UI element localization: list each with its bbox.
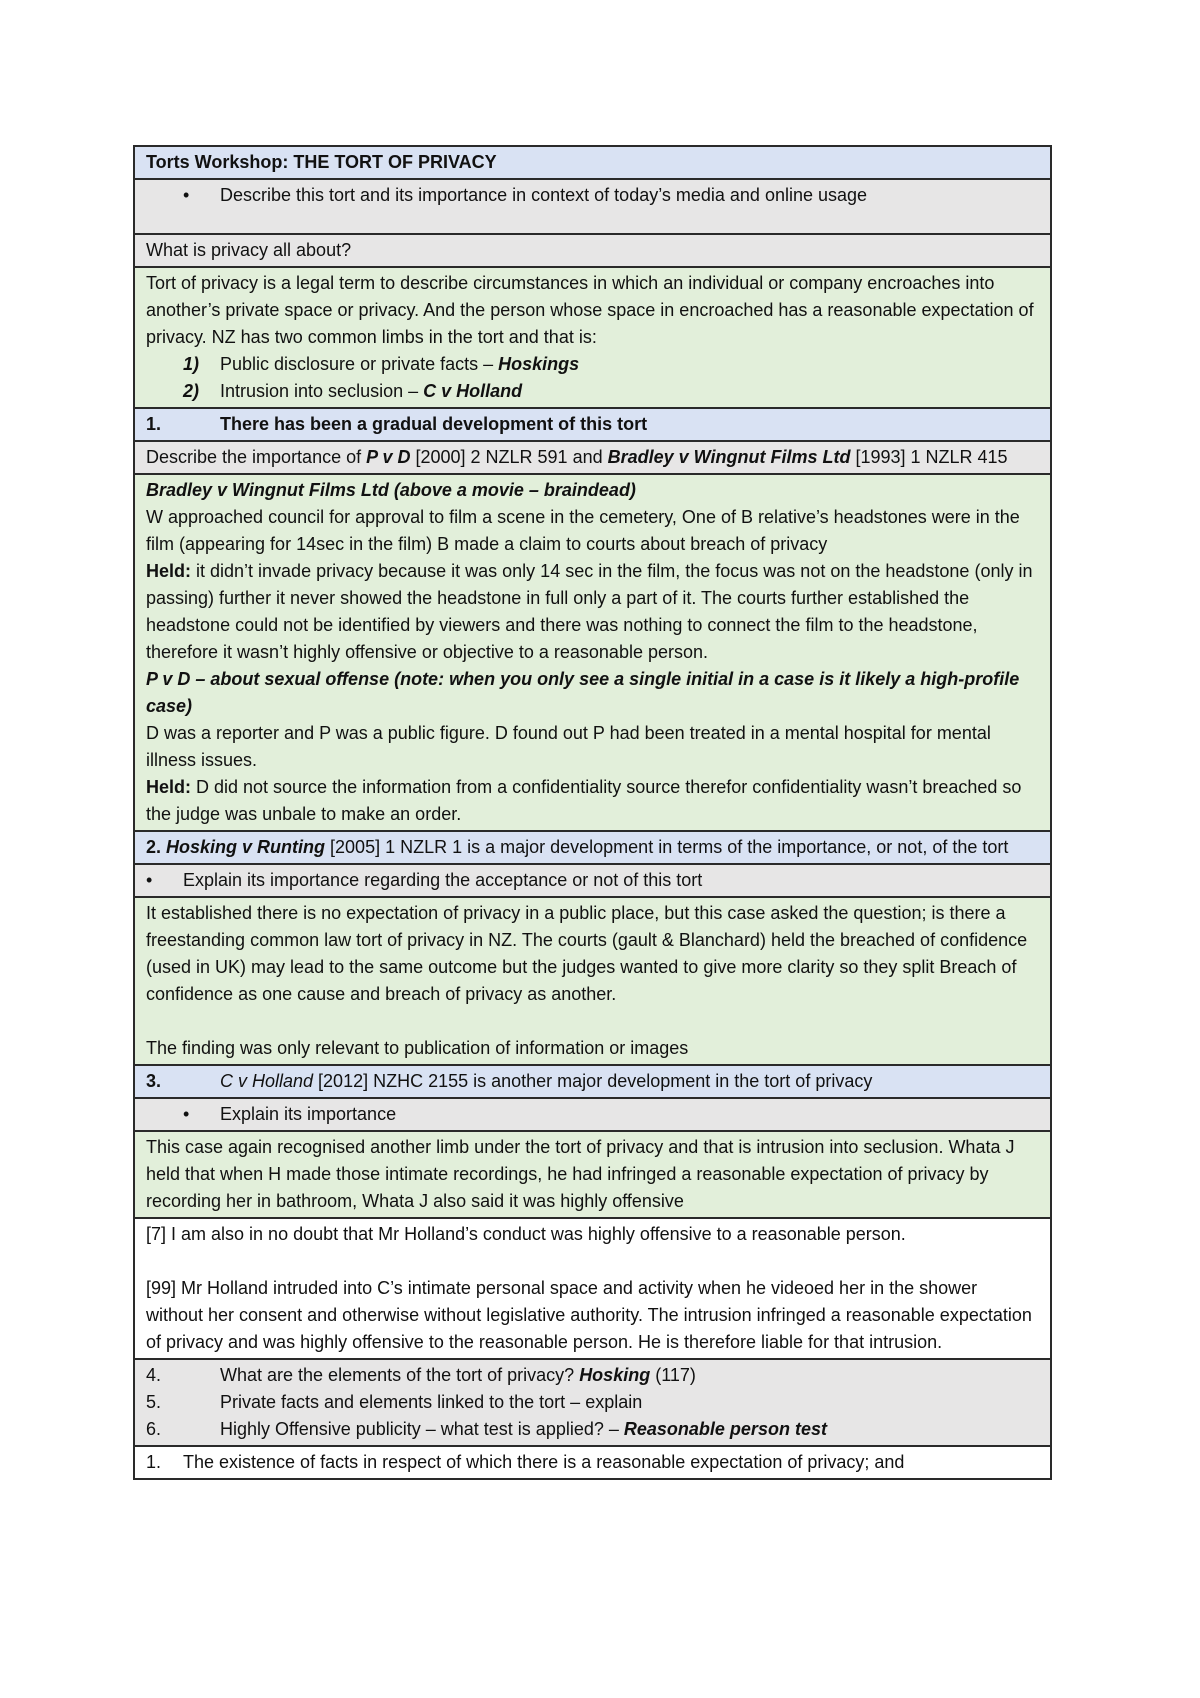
bradley-facts: W approached council for approval to film a scene in the cemetery, One of B relative’s headstones were in the film (appearing for 14sec in the film) B made a claim to courts about breach of privacy — [146, 507, 1020, 554]
bullet-icon: • — [183, 185, 190, 205]
section-3-heading: 3. C v Holland [2012] NZHC 2155 is another major development in the tort of privacy — [134, 1065, 1051, 1098]
workshop-table — [133, 145, 1052, 1480]
section-2-task: • Explain its importance regarding the acceptance or not of this tort — [134, 864, 1051, 897]
section-3-task-row — [134, 1098, 1051, 1131]
intro-answer — [134, 267, 1051, 408]
section-2-task-row — [134, 864, 1051, 897]
intro-text: Tort of privacy is a legal term to describe circumstances in which an individual or company encroaches into another’s private space or privacy. And the person whose space in encroached has a reasonable expectation of privacy. NZ has two common limbs in the tort and that is: — [146, 273, 1034, 347]
section-1-header-row — [134, 408, 1051, 441]
quote-para-7: [7] I am also in no doubt that Mr Holland’s conduct was highly offensive to a reasonable person. — [146, 1224, 906, 1244]
pvd-facts: D was a reporter and P was a public figure. D found out P had been treated in a mental hospital for mental illness issues. — [146, 723, 991, 770]
element-1: 1. The existence of facts in respect of which there is a reasonable expectation of privacy; and — [134, 1446, 1051, 1479]
elements-row — [134, 1446, 1051, 1479]
section-1-question: Describe the importance of P v D [2000] 2 NZLR 591 and Bradley v Wingnut Films Ltd [1993] 1 NZLR 415 — [134, 441, 1051, 474]
task-cell — [134, 179, 1051, 234]
limb-2: 2) Intrusion into seclusion – C v Holland — [183, 381, 523, 401]
section-1-answer-row — [134, 474, 1051, 831]
section-4-questions: 4. What are the elements of the tort of privacy? Hosking (117) 5. Private facts and elements linked to the tort – explain 6. Highly Offensive publicity – what test is applied? – Reasonable person test — [134, 1359, 1051, 1446]
bradley-held: Held: it didn’t invade privacy because it was only 14 sec in the film, the focus was not on the headstone (only in passing) further it never showed the headstone in full only a part of it. The courts further established the headstone could not be identified by viewers and there was nothing to connect the film to the headstone, therefore it wasn’t highly offensive or objective to a reasonable person. — [146, 561, 1033, 662]
bullet-icon: • — [183, 1104, 190, 1124]
case-name: Hoskings — [498, 354, 580, 374]
worksheet-title: Torts Workshop: THE TORT OF PRIVACY — [134, 146, 1051, 179]
section-3-quote-row — [134, 1218, 1051, 1359]
section-2-answer: It established there is no expectation of privacy in a public place, but this case asked the question; is there a freestanding common law tort of privacy in NZ. The courts (gault & Blanchard) held the breached of confidence (used in UK) may lead to the same outcome but the judges wanted to give more clarity so they split Breach of confidence as one cause and breach of privacy as another. The finding was only relevant to publication of information or images — [134, 897, 1051, 1065]
document-page — [133, 145, 1052, 1480]
task-text: Describe this tort and its importance in context of today’s media and online usage — [220, 185, 868, 205]
question-intro: What is privacy all about? — [134, 234, 1051, 267]
section-3-answer: This case again recognised another limb under the tort of privacy and that is intrusion into seclusion. Whata J held that when H made those intimate recordings, he had infringed a reasonable expectation of privacy by recording her in bathroom, Whata J also said it was highly offensive — [134, 1131, 1051, 1218]
section-2-answer-row — [134, 897, 1051, 1065]
pvd-heading: P v D – about sexual offense (note: when you only see a single initial in a case is it likely a high-profile case) — [146, 669, 1020, 716]
limb-1: 1) Public disclosure or private facts – Hoskings — [183, 354, 580, 374]
section-1-question-row — [134, 441, 1051, 474]
title-row — [134, 146, 1051, 179]
case-name: C v Holland — [423, 381, 523, 401]
quote-para-99: [99] Mr Holland intruded into C’s intimate personal space and activity when he videoed her in the shower without her consent and otherwise without legislative authority. The intrusion infringed a reasonable expectation of privacy and was highly offensive to the reasonable person. He is therefore liable for that intrusion. — [146, 1278, 1032, 1352]
intro-answer-row — [134, 267, 1051, 408]
section-3-answer-row — [134, 1131, 1051, 1218]
section-1-heading: 1. There has been a gradual development of this tort — [134, 408, 1051, 441]
task-row — [134, 179, 1051, 234]
section-3-task: • Explain its importance — [134, 1098, 1051, 1131]
pvd-held: Held: D did not source the information from a confidentiality source therefor confidentiality wasn’t breached so the judge was unbale to make an order. — [146, 777, 1022, 824]
bradley-heading: Bradley v Wingnut Films Ltd (above a movie – braindead) — [146, 480, 636, 500]
section-2-header-row — [134, 831, 1051, 864]
question-row — [134, 234, 1051, 267]
section-2-heading: 2. Hosking v Runting [2005] 1 NZLR 1 is a major development in terms of the importance, or not, of the tort — [134, 831, 1051, 864]
bullet-icon: • — [146, 870, 153, 890]
section-3-header-row — [134, 1065, 1051, 1098]
section-3-quotes — [134, 1218, 1051, 1359]
section-4-questions-row — [134, 1359, 1051, 1446]
section-1-answer — [134, 474, 1051, 831]
